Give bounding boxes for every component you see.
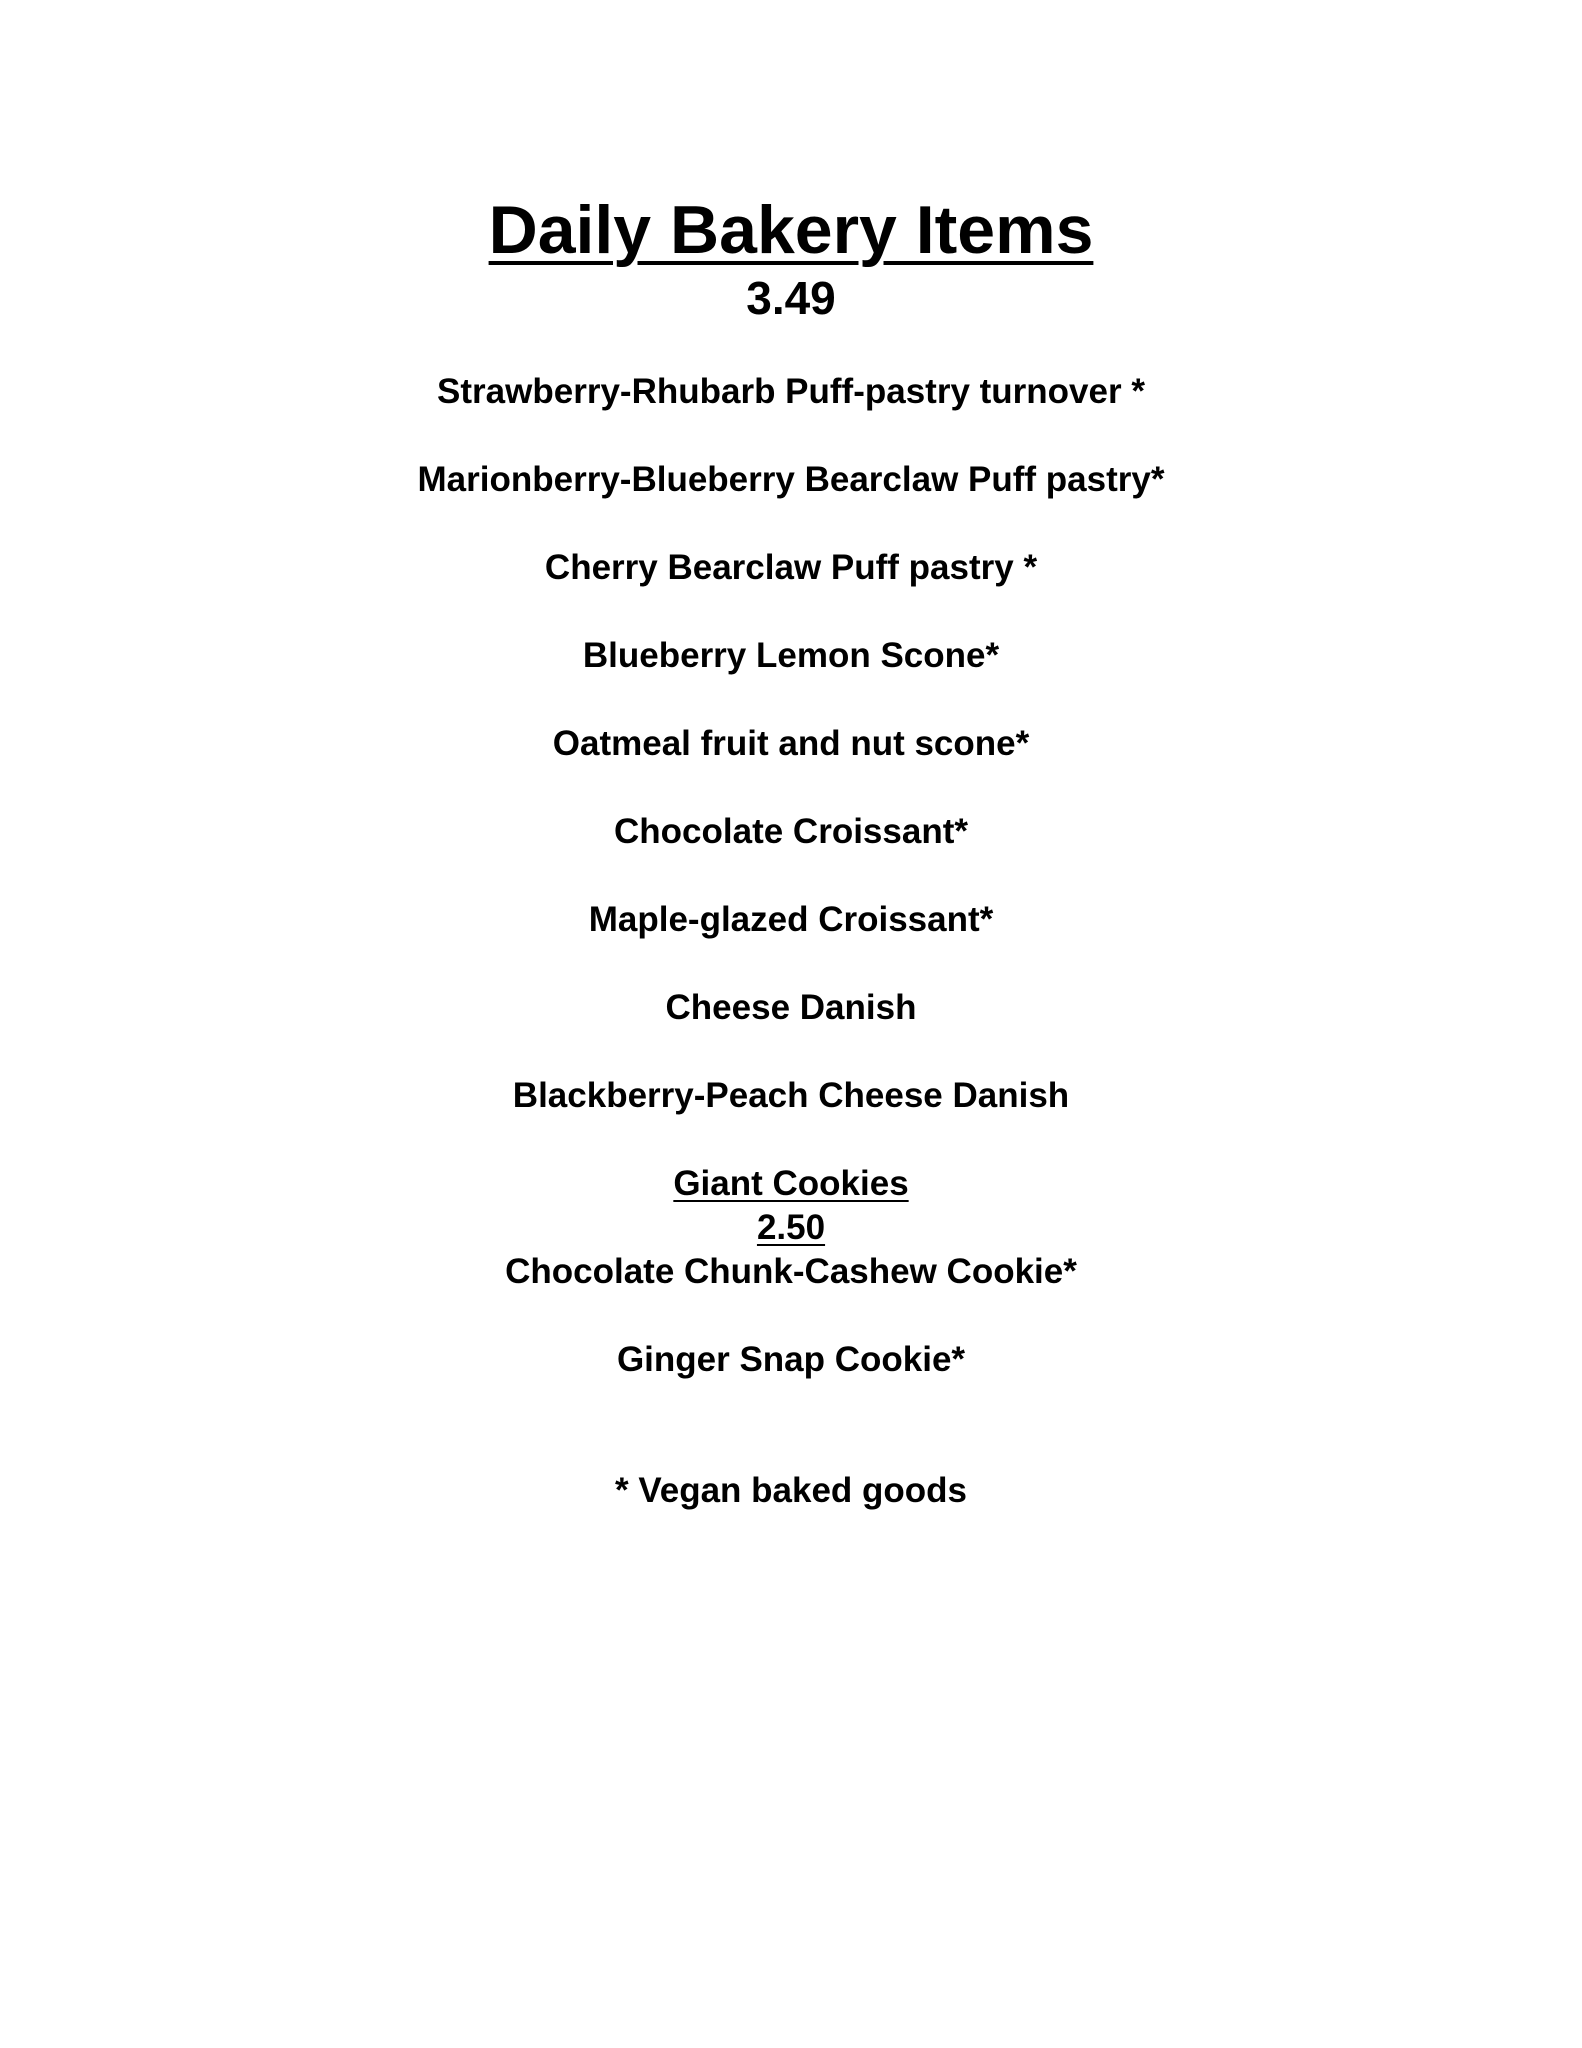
vegan-footnote: * Vegan baked goods	[614, 1471, 968, 1510]
menu-item: Strawberry-Rhubarb Puff-pastry turnover *	[437, 372, 1145, 411]
cookie-item: Chocolate Chunk-Cashew Cookie*	[505, 1252, 1077, 1291]
menu-item: Marionberry-Blueberry Bearclaw Puff pastry*	[417, 460, 1165, 499]
cookie-item: Ginger Snap Cookie*	[616, 1340, 966, 1379]
menu-title: Daily Bakery Items	[488, 192, 1094, 268]
bakery-price: 3.49	[746, 272, 836, 324]
menu-item: Oatmeal fruit and nut scone*	[552, 724, 1030, 763]
menu-item: Blueberry Lemon Scone*	[582, 636, 1000, 675]
cookies-heading: Giant Cookies	[673, 1164, 909, 1203]
menu-item: Blackberry-Peach Cheese Danish	[512, 1076, 1070, 1115]
menu-item: Cherry Bearclaw Puff pastry *	[544, 548, 1038, 587]
menu-item: Cheese Danish	[665, 988, 917, 1027]
cookies-price: 2.50	[756, 1208, 826, 1247]
menu-item: Chocolate Croissant*	[614, 812, 968, 851]
menu-item: Maple-glazed Croissant*	[588, 900, 994, 939]
